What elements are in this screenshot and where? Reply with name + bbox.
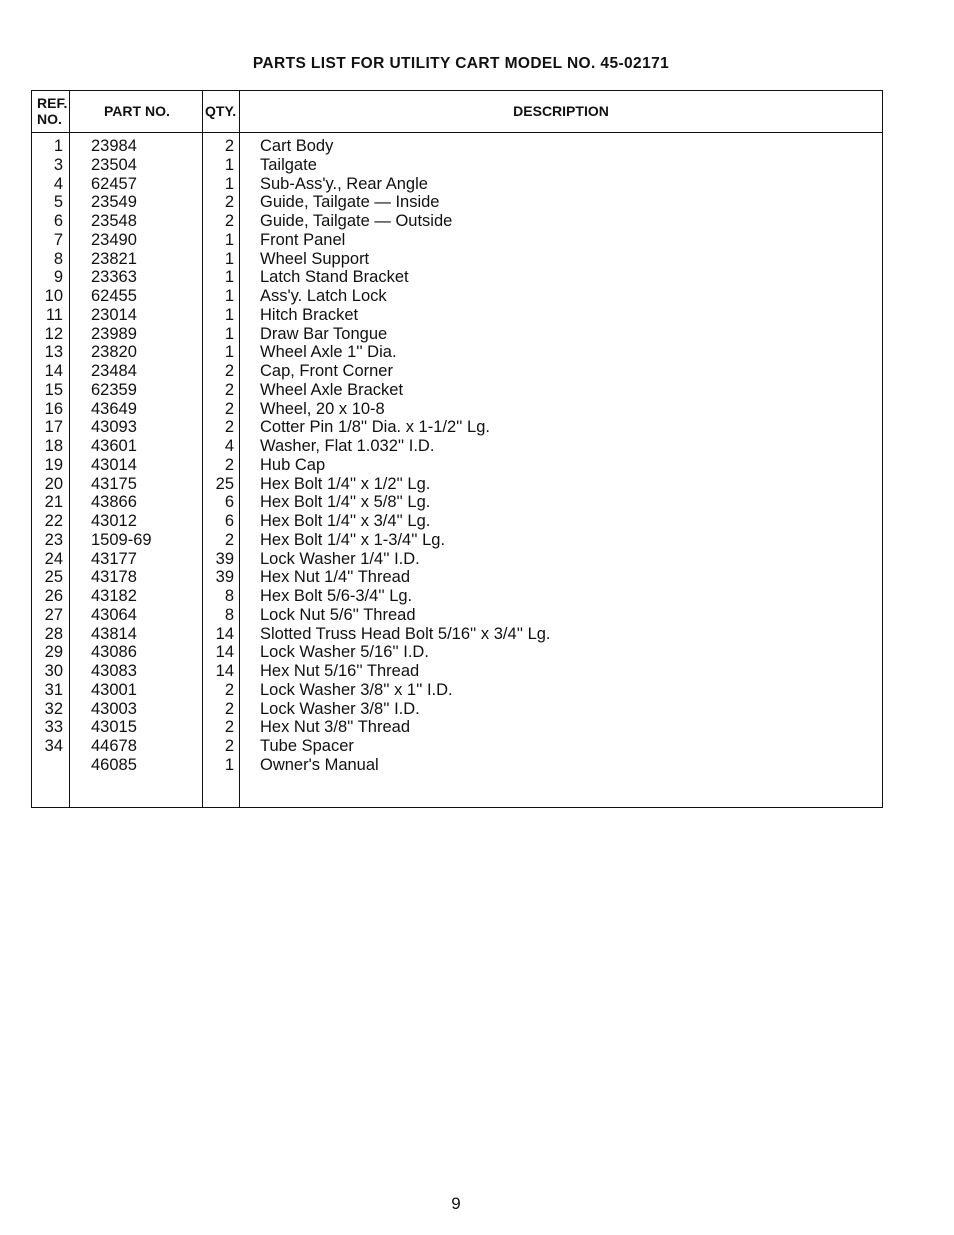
- part-no-cell: 43086: [91, 643, 137, 662]
- table-row: [32, 250, 882, 269]
- table-row: [32, 512, 882, 531]
- table-row: [32, 700, 882, 719]
- table-row: [32, 625, 882, 644]
- description-cell: Sub-Ass'y., Rear Angle: [260, 174, 428, 193]
- qty-cell: 2: [224, 380, 234, 399]
- qty-cell: 2: [224, 718, 234, 737]
- description-cell: Hub Cap: [260, 455, 326, 474]
- description-cell: Lock Nut 5/6'' Thread: [260, 605, 416, 624]
- description-cell: Hex Bolt 5/6-3/4'' Lg.: [260, 587, 413, 605]
- qty-cell: 1: [224, 287, 234, 305]
- part-no-cell: 44678: [91, 737, 137, 755]
- part-no-cell: 23548: [91, 212, 137, 230]
- page-number: 9: [451, 1194, 461, 1213]
- ref-cell: 13: [44, 343, 63, 362]
- ref-cell: 6: [53, 212, 63, 230]
- ref-cell: 33: [44, 718, 63, 737]
- part-no-cell: 23984: [91, 137, 137, 155]
- part-no-cell: 1509-69: [91, 530, 152, 549]
- description-cell: Hex Nut 5/16'' Thread: [260, 662, 420, 680]
- ref-cell: 28: [44, 624, 63, 643]
- description-cell: Cotter Pin 1/8'' Dia. x 1-1/2'' Lg.: [260, 418, 490, 437]
- ref-cell: 31: [44, 680, 63, 699]
- ref-cell: 12: [44, 324, 63, 343]
- table-row: [32, 362, 882, 381]
- qty-cell: 14: [215, 624, 234, 643]
- description-cell: Wheel Support: [260, 249, 370, 268]
- part-no-cell: 43177: [91, 549, 137, 568]
- part-no-cell: 43175: [91, 474, 137, 493]
- header-ref-line1: REF.: [37, 95, 68, 111]
- qty-cell: 6: [224, 512, 234, 530]
- qty-cell: 2: [224, 455, 234, 474]
- ref-cell: 32: [44, 699, 63, 718]
- table-row: [32, 550, 882, 569]
- part-no-cell: 43649: [91, 399, 137, 418]
- ref-cell: 24: [44, 549, 63, 568]
- description-cell: Lock Washer 3/8'' x 1'' I.D.: [260, 680, 453, 699]
- part-no-cell: 43012: [91, 512, 137, 530]
- qty-cell: 8: [224, 605, 234, 624]
- ref-cell: 19: [44, 455, 63, 474]
- qty-cell: 2: [224, 137, 234, 155]
- description-cell: Washer, Flat 1.032'' I.D.: [260, 437, 435, 455]
- table-row: [32, 268, 882, 287]
- qty-cell: 2: [224, 212, 234, 230]
- description-cell: Guide, Tailgate — Inside: [260, 193, 440, 212]
- table-row: [32, 456, 882, 475]
- qty-cell: 6: [224, 493, 234, 512]
- qty-cell: 1: [224, 305, 234, 324]
- description-cell: Hex Bolt 1/4'' x 3/4'' Lg.: [260, 512, 431, 530]
- qty-cell: 1: [224, 249, 234, 268]
- ref-cell: 7: [53, 230, 63, 249]
- part-no-cell: 43083: [91, 662, 137, 680]
- table-row: [32, 531, 882, 550]
- table-row: [32, 156, 882, 175]
- qty-cell: 1: [224, 155, 234, 174]
- ref-cell: 11: [45, 305, 63, 324]
- qty-cell: 1: [224, 174, 234, 193]
- description-cell: Wheel Axle 1'' Dia.: [260, 343, 397, 362]
- part-no-cell: 23504: [91, 155, 137, 174]
- qty-cell: 1: [224, 324, 234, 343]
- table-row: [32, 606, 882, 625]
- qty-cell: 8: [224, 587, 234, 605]
- part-no-cell: 43182: [91, 587, 137, 605]
- part-no-cell: 43601: [91, 437, 137, 455]
- ref-cell: 10: [44, 287, 63, 305]
- part-no-cell: 43015: [91, 718, 137, 737]
- qty-cell: 1: [224, 268, 234, 287]
- qty-cell: 1: [224, 343, 234, 362]
- ref-cell: 16: [44, 399, 63, 418]
- part-no-cell: 23549: [91, 193, 137, 212]
- qty-cell: 1: [224, 230, 234, 249]
- part-no-cell: 23363: [91, 268, 137, 287]
- table-row: [32, 643, 882, 662]
- ref-cell: 8: [53, 249, 63, 268]
- ref-cell: 1: [53, 137, 63, 155]
- description-cell: Lock Washer 3/8'' I.D.: [260, 699, 420, 718]
- part-no-cell: 23989: [91, 324, 137, 343]
- qty-cell: 2: [224, 418, 234, 437]
- description-cell: Ass'y. Latch Lock: [260, 287, 387, 305]
- part-no-cell: 43814: [91, 624, 137, 643]
- ref-cell: 26: [44, 587, 63, 605]
- table-row: [32, 475, 882, 494]
- description-cell: Latch Stand Bracket: [260, 268, 409, 287]
- table-row: [32, 662, 882, 681]
- ref-cell: 18: [44, 437, 63, 455]
- ref-cell: 27: [44, 605, 63, 624]
- qty-cell: 2: [224, 699, 234, 718]
- parts-table: [31, 90, 883, 808]
- table-row: [32, 306, 882, 325]
- part-no-cell: 43003: [91, 699, 137, 718]
- part-no-cell: 23484: [91, 362, 137, 380]
- part-no-cell: 62457: [91, 174, 137, 193]
- part-no-cell: 23014: [91, 305, 137, 324]
- part-no-cell: 23821: [91, 249, 137, 268]
- header-divider: [32, 132, 882, 133]
- header-qty: QTY.: [205, 103, 237, 119]
- table-row: [32, 287, 882, 306]
- header-ref-line2: NO.: [37, 111, 62, 127]
- description-cell: Guide, Tailgate — Outside: [260, 212, 453, 230]
- table-row: [32, 587, 882, 606]
- description-cell: Hex Bolt 1/4'' x 1/2'' Lg.: [260, 474, 431, 493]
- table-row: [32, 193, 882, 212]
- part-no-cell: 62455: [91, 287, 137, 305]
- description-cell: Cart Body: [260, 137, 334, 155]
- qty-cell: 14: [215, 662, 234, 680]
- table-row: [32, 175, 882, 194]
- header-description: DESCRIPTION: [513, 103, 609, 119]
- description-cell: Lock Washer 1/4'' I.D.: [260, 549, 420, 568]
- qty-cell: 2: [224, 680, 234, 699]
- qty-cell: 1: [224, 755, 234, 774]
- part-no-cell: 46085: [91, 755, 137, 774]
- ref-cell: 15: [44, 380, 63, 399]
- description-cell: Hex Bolt 1/4'' x 5/8'' Lg.: [260, 493, 431, 512]
- table-row: [32, 737, 882, 756]
- ref-cell: 17: [44, 418, 63, 437]
- description-cell: Hitch Bracket: [260, 305, 359, 324]
- part-no-cell: 43064: [91, 605, 137, 624]
- ref-cell: 29: [44, 643, 63, 662]
- description-cell: Hex Nut 1/4'' Thread: [260, 568, 410, 587]
- description-cell: Wheel, 20 x 10-8: [260, 399, 385, 418]
- part-no-cell: 62359: [91, 380, 137, 399]
- description-cell: Hex Bolt 1/4'' x 1-3/4'' Lg.: [260, 530, 446, 549]
- table-row: [32, 212, 882, 231]
- part-no-cell: 43014: [91, 455, 137, 474]
- ref-cell: 22: [44, 512, 63, 530]
- ref-cell: 9: [53, 268, 63, 287]
- ref-cell: 4: [53, 174, 63, 193]
- description-cell: Tube Spacer: [260, 737, 354, 755]
- description-cell: Owner's Manual: [260, 755, 379, 774]
- table-row: [32, 756, 882, 775]
- table-row: [32, 381, 882, 400]
- description-cell: Slotted Truss Head Bolt 5/16'' x 3/4'' Lg.: [260, 624, 551, 643]
- ref-cell: 5: [53, 193, 63, 212]
- table-row: [32, 718, 882, 737]
- qty-cell: 2: [224, 362, 234, 380]
- ref-cell: 14: [44, 362, 63, 380]
- description-cell: Hex Nut 3/8'' Thread: [260, 718, 410, 737]
- table-row: [32, 681, 882, 700]
- ref-cell: 3: [53, 155, 63, 174]
- table-row: [32, 437, 882, 456]
- table-row: [32, 343, 882, 362]
- qty-cell: 39: [215, 549, 234, 568]
- description-cell: Wheel Axle Bracket: [260, 380, 404, 399]
- part-no-cell: 43178: [91, 568, 137, 587]
- qty-cell: 2: [224, 530, 234, 549]
- part-no-cell: 43866: [91, 493, 137, 512]
- page-title: PARTS LIST FOR UTILITY CART MODEL NO. 45-02171: [252, 55, 670, 72]
- part-no-cell: 43093: [91, 418, 137, 437]
- table-row: [32, 568, 882, 587]
- table-row: [32, 231, 882, 250]
- table-row: [32, 418, 882, 437]
- table-row: [32, 325, 882, 344]
- header-part-no: PART NO.: [104, 103, 170, 119]
- part-no-cell: 43001: [91, 680, 137, 699]
- ref-cell: 20: [44, 474, 63, 493]
- part-no-cell: 23490: [91, 230, 137, 249]
- qty-cell: 2: [224, 399, 234, 418]
- description-cell: Front Panel: [260, 230, 346, 249]
- table-row: [32, 400, 882, 419]
- qty-cell: 39: [215, 568, 234, 587]
- qty-cell: 2: [224, 737, 234, 755]
- qty-cell: 2: [224, 193, 234, 212]
- qty-cell: 4: [224, 437, 234, 455]
- ref-cell: 25: [44, 568, 63, 587]
- qty-cell: 14: [215, 643, 234, 662]
- table-row: [32, 137, 882, 156]
- ref-cell: 34: [44, 737, 63, 755]
- table-row: [32, 493, 882, 512]
- header-ref: [37, 95, 67, 127]
- description-cell: Draw Bar Tongue: [260, 324, 388, 343]
- ref-cell: 23: [44, 530, 63, 549]
- ref-cell: 21: [44, 493, 63, 512]
- description-cell: Lock Washer 5/16'' I.D.: [260, 643, 429, 662]
- ref-cell: 30: [44, 662, 63, 680]
- qty-cell: 25: [215, 474, 234, 493]
- description-cell: Tailgate: [260, 155, 317, 174]
- description-cell: Cap, Front Corner: [260, 362, 393, 380]
- part-no-cell: 23820: [91, 343, 137, 362]
